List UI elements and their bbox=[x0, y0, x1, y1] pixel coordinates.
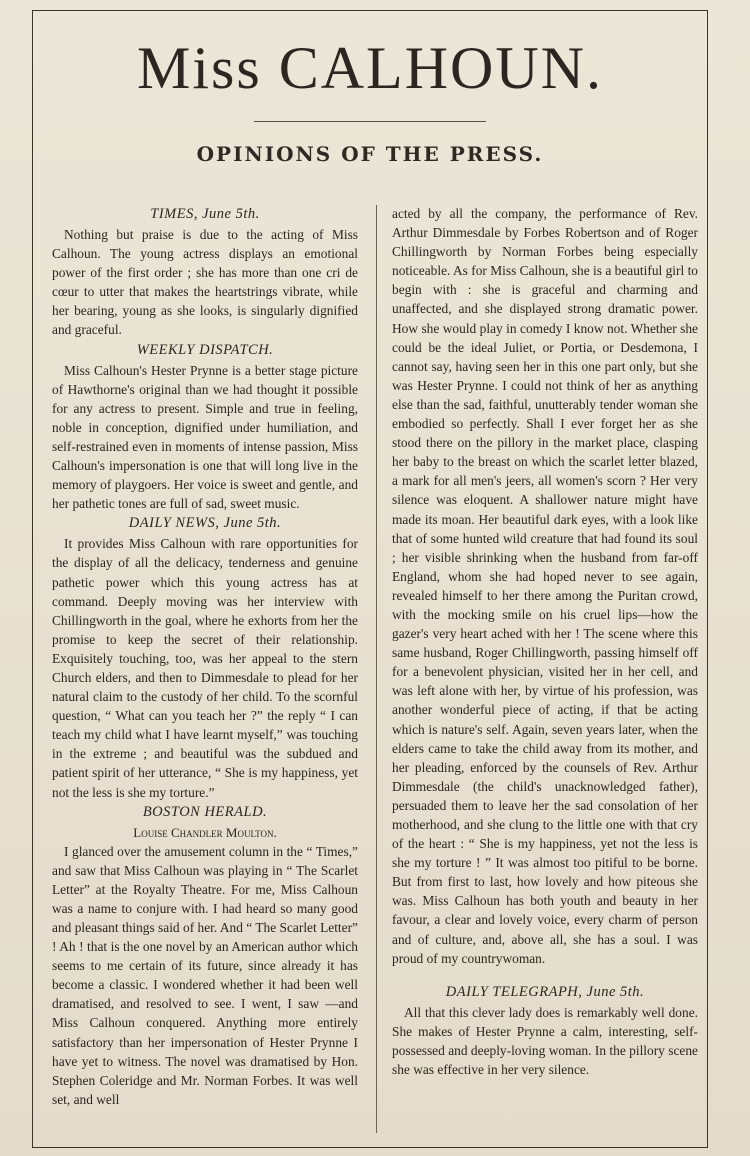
weekly-dispatch-review: Miss Calhoun's Hester Prynne is a better stage picture of Hawthorne's original than we had thought it possible for any actress to present. Simple and true in feeling, noble in conception, dignified under humiliation, and self-restrained even in moments of intense passion, Miss Calhoun's impersonation is one that will long live in the memory of playgoers. Her voice is sweet and gentle, and her pathetic tones are full of sad, sweet music. bbox=[52, 362, 358, 512]
right-column bbox=[392, 204, 698, 1079]
times-heading: TIMES, June 5th. bbox=[150, 206, 260, 222]
daily-telegraph-heading: DAILY TELEGRAPH, June 5th. bbox=[445, 983, 645, 1000]
section-subheading: OPINIONS OF THE PRESS. bbox=[196, 142, 544, 166]
title-rule bbox=[254, 121, 486, 122]
boston-herald-heading: BOSTON HERALD. bbox=[142, 803, 268, 820]
daily-telegraph-review: All that this clever lady does is remarkably well done. She makes of Hester Prynne a calm, interesting, self-possessed and deeply-loving woman. In the pillory scene she was effective in her very silence. bbox=[392, 1004, 698, 1078]
column-divider bbox=[376, 205, 377, 1133]
daily-news-review: It provides Miss Calhoun with rare opportunities for the display of all the delicacy, tenderness and genuine pathetic power which this young actress has at command. Deeply moving was her interview with Chillingworth in the goal, where he exhorts from her the promise to keep the secret of their relationship. Exquisitely touching, too, was her appeal to the stern Church elders, and then to Dimmesdale to plead for her natural claim to the custody of her child. To the scornful question, “ What can you teach her ?” the reply “ I can teach my child what I have learnt myself,” was touching in the extreme ; and beautiful was the subdued and patient spirit of her utterance, “ She is my happiness, yet not the less is she my torture.” bbox=[52, 536, 358, 800]
daily-news-heading: DAILY NEWS, June 5th. bbox=[128, 515, 282, 532]
boston-herald-byline: Louise Chandler Moulton. bbox=[133, 824, 277, 840]
left-column bbox=[52, 204, 358, 1109]
weekly-dispatch-heading: WEEKLY DISPATCH. bbox=[136, 341, 274, 358]
boston-herald-review: I glanced over the amusement column in the “ Times,” and saw that Miss Calhoun was playing in “ The Scarlet Letter” at the Royalty Theatre. For me, Miss Calhoun was a name to conjure with. I had heard so many good and pleasant things said of her. And “ The Scarlet Letter” ! Ah ! that is the one novel by an American author which seems to me certain of its future, since already it has become a classic. I wondered whether it had been well dramatised, and resolved to see. I went, I saw —and Miss Calhoun conquered. Anything more entirely satisfactory than her impersonation of Hester Prynne I have yet to witness. The novel was dramatised by Hon. Stephen Coleridge and Mr. Norman Forbes. It was well set, and well bbox=[52, 843, 358, 1107]
times-review: Nothing but praise is due to the acting of Miss Calhoun. The young actress displays an emotional power of the first order ; she has more than one cri de cœur to utter that makes the heartstrings vibrate, while her bearing, young as she looks, is singularly dignified and graceful. bbox=[52, 227, 358, 338]
boston-herald-review-continued: acted by all the company, the performance of Rev. Arthur Dimmesdale by Forbes Robertson and of Roger Chillingworth by Norman Forbes being especially noticeable. As for Miss Calhoun, she is a beautiful girl to begin with : she is graceful and charming and unaffected, and she displayed strong dramatic power. How she would play in comedy I know not. Whether she could be the ideal Juliet, or Portia, or Desdemona, I cannot say, having seen her in this one part only, but she was Hester Prynne. I could not think of her as anything else than the sad, faithful, unutterably tender woman she embodied so perfectly. Shall I ever forget her as she stood there on the pillory in the market place, clasping her baby to the breast on which the scarlet letter blazed, a mark for all men's jeers, all women's scorn ? Her very silence was eloquent. A shallower nature might have made its moan. Her beautiful dark eyes, with a look like that of some hunted wild creature that had found its soul ; her visible shrinking when the husband from far-off England, whom she had hoped never to see again, revealed himself to her there among the Puritan crowd, with the mocking smile on his cruel lips—how the gazer's very heart ached with her ! The scene where this same husband, Roger Chillingworth, passing himself off for a benevolent physician, visited her in her cell, and was left alone with her, by virtue of his profession, was another wonderful piece of acting, if that be acting which is nature's self. Again, seven years later, when the elders came to take the child away from its mother, and her pleading, enforced by the counsels of Rev. Arthur Dimmesdale (the child's unacknowledged father), persuaded them to leave her the sad consolation of her motherhood, and she clung to the little one with that cry of the heart : “ She is my happiness, yet not the less is she my torture ! ” It was almost too pitiful to be borne. But from first to last, how lovely and how piteous she was. Miss Calhoun has both youth and beauty in her favour, a clear and lovely voice, every charm of person and of culture, and, above all, she has a soul. I was proud of my countrywoman. bbox=[392, 206, 698, 966]
section-gap bbox=[392, 968, 698, 982]
masthead-title: Miss CALHOUN. bbox=[136, 35, 604, 101]
